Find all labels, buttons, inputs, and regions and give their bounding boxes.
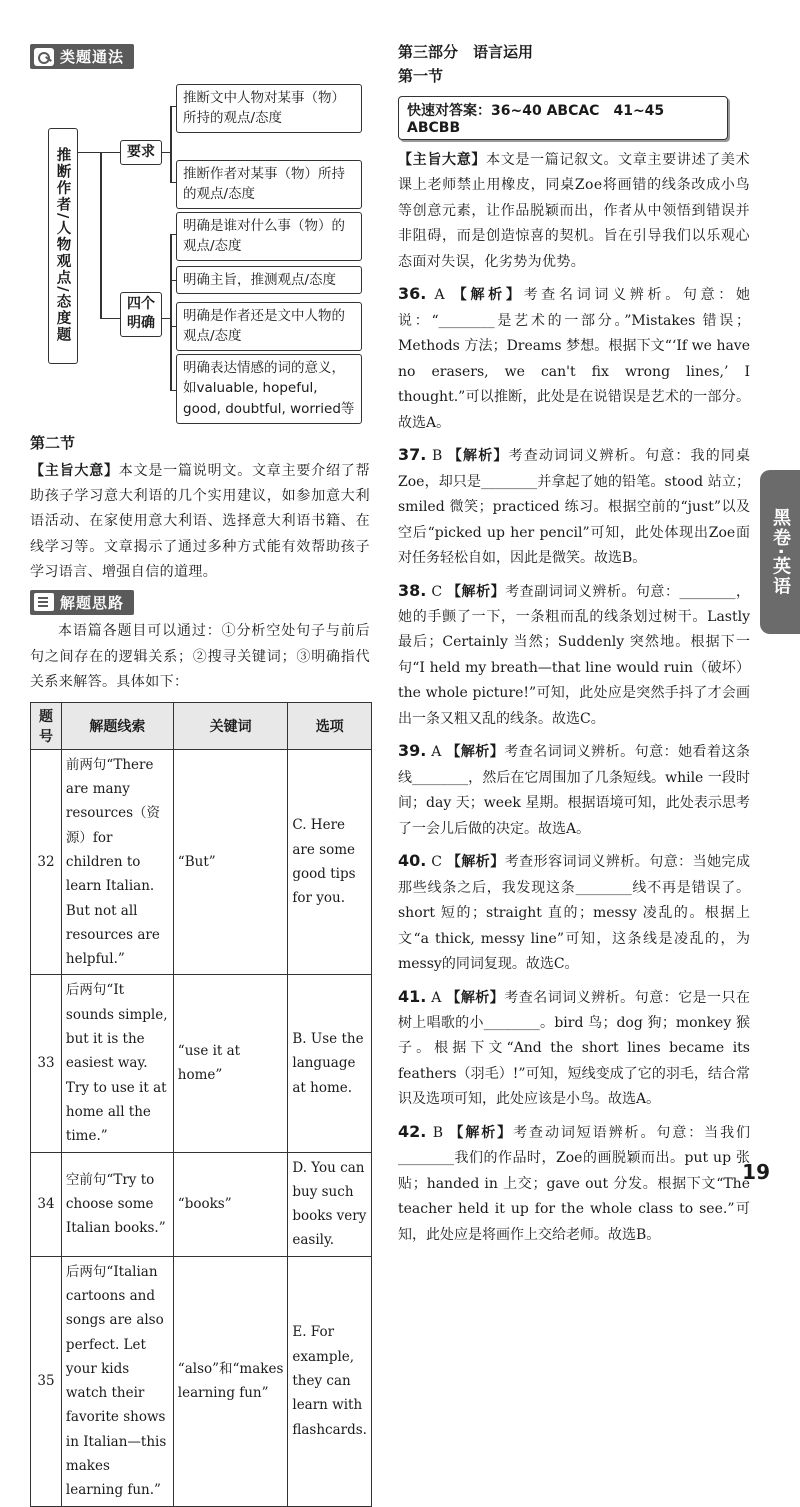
analysis-tag: 【解析】 xyxy=(447,583,506,600)
question-number: 38. xyxy=(398,580,427,600)
row-number: 33 xyxy=(31,975,62,1152)
row-keyword: “also”和“makes learning fun” xyxy=(173,1256,288,1506)
leaf-clarify-whose-view: 明确是谁对什么事（物）的观点/态度 xyxy=(176,212,362,262)
connector xyxy=(78,152,100,154)
main-idea-label: 【主旨大意】 xyxy=(398,152,487,168)
section1-title: 第一节 xyxy=(398,67,444,85)
analysis-text: 考查名词词义辨析。句意：它是一只在树上唱歌的小________。bird 鸟；dog 狗；monkey 猴子。根据下文“And the short lines became its feathers（羽毛）!”可知，短线变成了它的羽毛，结合常识及选项可知，此处应该是小鸟。故选A。 xyxy=(398,989,751,1108)
header-keyword: 关键词 xyxy=(173,702,288,749)
question-number: 39. xyxy=(398,741,427,761)
method-paragraph: 本语篇各题目可以通过：①分析空处句子与前后句之间存在的逻辑关系；②搜寻关键词；③明确指代关系来解答。具体如下： xyxy=(30,623,370,691)
method-banner xyxy=(30,44,134,69)
answer-letter: B xyxy=(431,448,443,465)
analysis-tag: 【解析】 xyxy=(449,1124,514,1141)
table-row xyxy=(31,1152,372,1256)
row-option: C. Here are some good tips for you. xyxy=(288,749,372,975)
question-number: 42. xyxy=(398,1121,427,1141)
row-option: B. Use the language at home. xyxy=(288,975,372,1152)
analysis-tag: 【解析】 xyxy=(446,989,505,1006)
table-row xyxy=(31,975,372,1152)
branch-four-clarities: 四个明确 xyxy=(120,292,162,337)
connector xyxy=(162,152,170,154)
connector xyxy=(162,318,170,320)
analysis-text: 考查动词短语辨析。句意：当我们________我们的作品时，Zoe的画脱颖而出。put up 张贴；handed in 上交；gave out 分发。根据下文“The teacher held it up for the whole class to see.”可知，此处应是将画作上交给老师。故选B。 xyxy=(398,1124,751,1243)
part-title: 第三部分 语言运用 xyxy=(398,43,534,61)
page-number: 19 xyxy=(742,1160,770,1184)
row-clue: 后两句“It sounds simple, but it is the easiest way. Try to use it at home all the time.” xyxy=(61,975,173,1152)
clue-table xyxy=(30,702,372,1507)
header-number: 题号 xyxy=(31,702,62,749)
question-number: 41. xyxy=(398,986,427,1006)
header-option: 选项 xyxy=(288,702,372,749)
main-idea-paragraph xyxy=(30,459,370,586)
row-clue: 空前句“Try to choose some Italian books.” xyxy=(61,1152,173,1256)
approach-banner-label: 解题思路 xyxy=(60,593,125,612)
leaf-clarify-author-or-character: 明确是作者还是文中人物的观点/态度 xyxy=(176,302,362,352)
row-clue: 前两句“There are many resources（资源）for children to learn Italian. But not all resources are helpful.” xyxy=(61,749,173,975)
analysis-tag: 【解析】 xyxy=(447,448,509,465)
method-banner-label: 类题通法 xyxy=(60,48,125,66)
analysis-text: 考查名词词义辨析。句意：她说：“________是艺术的一部分。”Mistakes 错误；Methods 方法；Dreams 梦想。根据下文“‘If we have no erasers, we can't fix wrong lines,’ I thought.”可以推断，此处是在说错误是艺术的一部分。故选A。 xyxy=(398,287,751,431)
main-idea-text: 本文是一篇记叙文。文章主要讲述了美术课上老师禁止用橡皮，同桌Zoe将画错的线条改成小鸟等创意元素，让作品脱颖而出，作者从中领悟到错误并非阻碍，而是创造惊喜的契机。旨在引导我们以乐观心态面对失误，化劣势为优势。 xyxy=(398,152,751,270)
list-item xyxy=(398,1117,750,1248)
row-option: D. You can buy such books very easily. xyxy=(288,1152,372,1256)
row-option: E. For example, they can learn with flashcards. xyxy=(288,1256,372,1506)
quick-answer-text: 36~40 ABCAC 41~45 ABCBB xyxy=(407,103,665,136)
row-clue: 后两句“Italian cartoons and songs are also perfect. Let your kids watch their favorite shows in Italian—this makes learning fun.” xyxy=(61,1256,173,1506)
analysis-tag: 【解析】 xyxy=(452,287,524,304)
answer-letter: B xyxy=(432,1124,444,1141)
analysis-tag: 【解析】 xyxy=(446,744,505,761)
connector xyxy=(100,318,120,320)
list-item xyxy=(398,279,750,436)
question-number: 40. xyxy=(398,851,427,871)
leaf-infer-character-view: 推断文中人物对某事（物）所持的观点/态度 xyxy=(176,84,362,134)
mind-map xyxy=(30,80,370,418)
header-clue: 解题线索 xyxy=(61,702,173,749)
table-row xyxy=(31,1256,372,1506)
mind-map-root: 推断作者/人物观点/态度题 xyxy=(48,128,78,364)
row-number: 32 xyxy=(31,749,62,975)
table-header-row xyxy=(31,702,372,749)
analysis-tag: 【解析】 xyxy=(446,854,505,871)
magnifier-icon xyxy=(34,48,54,66)
analysis-text: 考查名词词义辨析。句意：她看着这条线________，然后在它周围加了几条短线。while 一段时间；day 天；week 星期。根据语境可知，此处表示思考了一会儿后做的决定。故选A。 xyxy=(398,744,751,837)
answer-letter: A xyxy=(431,744,442,761)
leaf-clarify-emotion-words: 明确表达情感的词的意义，如valuable, hopeful, good, doubtful, worried等 xyxy=(176,354,362,425)
list-item xyxy=(398,576,750,733)
list-item xyxy=(398,736,750,842)
approach-banner xyxy=(30,590,134,615)
main-idea-label: 【主旨大意】 xyxy=(30,462,119,479)
list-item xyxy=(398,846,750,977)
table-row xyxy=(31,749,372,975)
branch-requirements: 要求 xyxy=(120,140,162,166)
row-number: 34 xyxy=(31,1152,62,1256)
answer-letter: C xyxy=(431,583,443,600)
leaf-infer-author-view: 推断作者对某事（物）所持的观点/态度 xyxy=(176,160,362,210)
analysis-text: 考查动词词义辨析。句意：我的同桌Zoe，却只是________并拿起了她的铅笔。stood 站立；smiled 微笑；practiced 练习。根据空前的“just”以及空后“picked up her pencil”可知，此处体现出Zoe面对任务轻松自如，因此是微笑。故选B。 xyxy=(398,448,751,567)
leaf-clarify-theme: 明确主旨，推测观点/态度 xyxy=(176,266,362,295)
question-number: 37. xyxy=(398,445,427,465)
quick-answer-box xyxy=(398,96,728,140)
row-keyword: “But” xyxy=(173,749,288,975)
subject-side-tab: 黑卷·英语 xyxy=(760,470,800,634)
main-idea-paragraph xyxy=(398,148,750,275)
answer-letter: A xyxy=(434,287,445,304)
answer-letter: A xyxy=(431,989,442,1006)
connector xyxy=(100,152,102,318)
question-number: 36. xyxy=(398,284,427,304)
main-idea-text: 本文是一篇说明文。文章主要介绍了帮助孩子学习意大利语的几个实用建议，如参加意大利语活动、在家使用意大利语、选择意大利语书籍、在线学习等。文章揭示了通过多种方式能有效帮助孩子学习语言、增强自信的道理。 xyxy=(30,462,370,581)
notepad-icon xyxy=(34,593,54,611)
list-item xyxy=(398,440,750,571)
quick-answer-label: 快速对答案： xyxy=(407,103,491,119)
right-column xyxy=(398,40,750,1248)
answer-letter: C xyxy=(431,854,442,871)
connector xyxy=(170,106,172,182)
connector xyxy=(170,234,172,390)
connector xyxy=(100,152,120,154)
row-keyword: “use it at home” xyxy=(173,975,288,1152)
list-item xyxy=(398,982,750,1113)
analysis-text: 考查副词词义辨析。句意：________，她的手颤了一下，一条粗而乱的线条划过树干。Lastly 最后；Certainly 当然；Suddenly 突然地。根据下一句“I held my breath—that line would ruin（破坏）the whole picture!”可知，此处应是突然手抖了才会画出一条又粗又乱的线条。故选C。 xyxy=(398,583,751,727)
row-keyword: “books” xyxy=(173,1152,288,1256)
section2-title: 第二节 xyxy=(30,433,76,452)
row-number: 35 xyxy=(31,1256,62,1506)
analysis-text: 考查形容词词义辨析。句意：当她完成那些线条之后，我发现这条________线不再是错误了。short 短的；straight 直的；messy 凌乱的。根据上文“a thick, messy line”可知，这条线是凌乱的，为messy的同词复现。故选C。 xyxy=(398,854,750,973)
left-column xyxy=(30,44,370,1507)
